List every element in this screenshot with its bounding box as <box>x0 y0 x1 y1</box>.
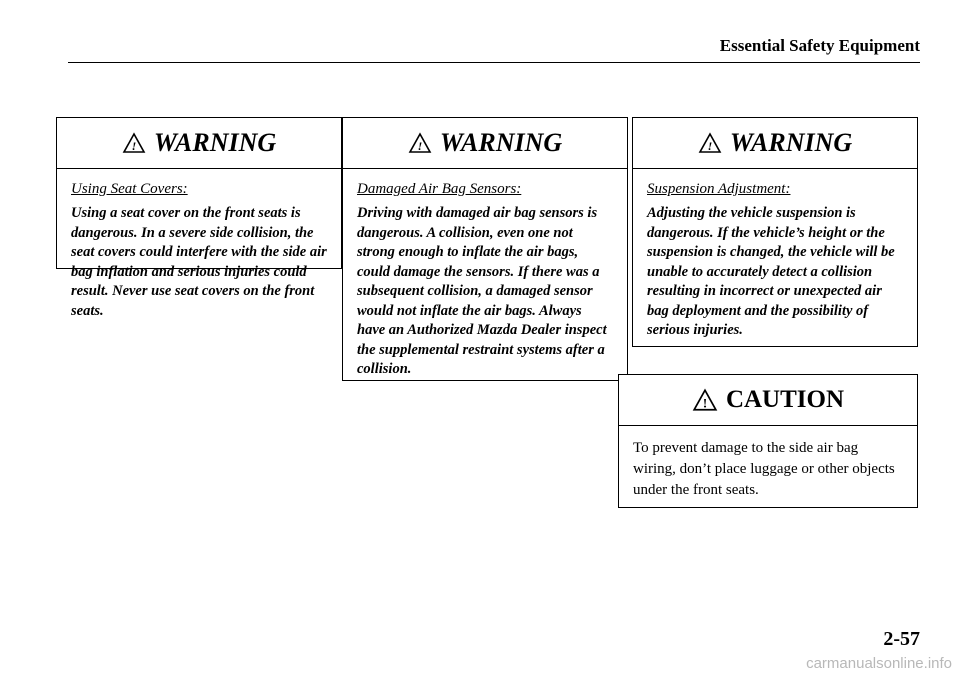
svg-text:!: ! <box>417 139 423 153</box>
warning-text: Adjusting the vehicle suspension is dangerous. If the vehicle’s height or the suspension is changed, the vehicle will be unable to accurately detect a collision resulting in incorrect or unexpected air bag deployment and the possibility of serious injuries. <box>647 205 895 338</box>
caution-header <box>619 375 917 426</box>
page-header-title: Essential Safety Equipment <box>719 36 920 55</box>
warning-header <box>633 118 917 169</box>
warning-box-seat-covers <box>56 117 342 319</box>
warning-header <box>343 118 627 169</box>
warning-text: Driving with damaged air bag sensors is dangerous. A collision, even one not strong enough to inflate the air bags, could damage the sensors. If there was a subsequent collision, a damaged sensor would not inflate the air bags. Always have an Authorized Mazda Dealer inspect the supplemental restraint systems after a collision. <box>357 205 607 377</box>
svg-text:!: ! <box>707 139 713 153</box>
caution-box <box>618 374 918 508</box>
page-number: 2-57 <box>883 628 920 650</box>
caution-text: To prevent damage to the side air bag wiring, don’t place luggage or other objects under the front seats. <box>633 440 895 498</box>
caution-label: CAUTION <box>725 386 845 413</box>
watermark: carmanualsonline.info <box>806 655 952 672</box>
warning-label: WARNING <box>153 128 277 157</box>
warning-triangle-icon <box>698 132 722 154</box>
warning-triangle-icon <box>408 132 432 154</box>
warning-triangle-icon <box>122 132 146 154</box>
warning-triangle-icon <box>692 388 718 412</box>
warning-box-air-bag-sensors <box>342 117 628 381</box>
header-rule <box>68 62 920 63</box>
warning-box-suspension <box>632 117 918 347</box>
svg-text:!: ! <box>702 395 708 411</box>
warning-subtitle: Using Seat Covers: <box>71 181 188 197</box>
warning-label: WARNING <box>729 128 853 157</box>
warning-subtitle: Suspension Adjustment: <box>647 181 791 197</box>
warning-text: Using a seat cover on the front seats is dangerous. In a severe side collision, the seat covers could interfere with the side air bag inflation and serious injuries could result. Never use seat covers on the front seats. <box>71 205 327 319</box>
warning-header <box>57 118 341 169</box>
warning-label: WARNING <box>439 128 563 157</box>
svg-text:!: ! <box>131 139 137 153</box>
warning-subtitle: Damaged Air Bag Sensors: <box>357 181 522 197</box>
